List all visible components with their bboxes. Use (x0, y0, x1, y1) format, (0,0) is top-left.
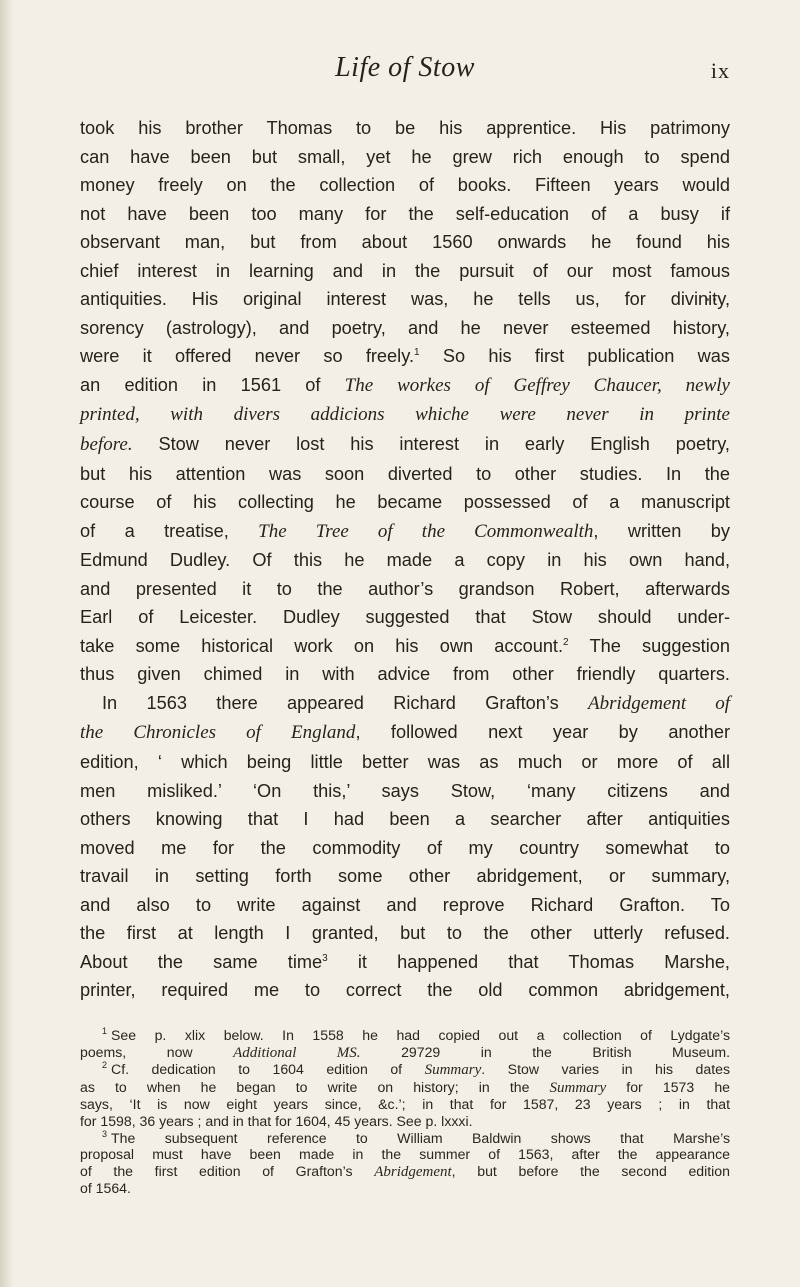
body-line: took his brother Thomas to be his apprentice. His patrimony (80, 118, 730, 138)
footnote-line: $^1$ See p. xlix below. In 1558 he had copied out a collection of Lydgate’s (102, 1026, 730, 1043)
book-title: Summary (549, 1079, 607, 1096)
body-line: course of his collecting he became possessed of a manuscript (80, 492, 730, 513)
body-line: Earl of Leicester. Dudley suggested that Stow should under- (80, 607, 730, 628)
book-title: the Chronicles of England (80, 722, 356, 744)
footnote-line: poems, now Additional MS. 29729 in the British Museum. (80, 1043, 731, 1061)
body-line: In 1563 there appeared Richard Grafton’s Abridgement of (102, 692, 730, 714)
book-page (80, 0, 730, 1197)
body-line: and presented it to the author’s grandson Robert, afterwards (80, 578, 730, 599)
body-line: the Chronicles of England, followed next year by another (80, 722, 731, 744)
footnote-ref: 2 (563, 636, 569, 648)
footnote-number: 2 (102, 1060, 108, 1071)
body-line: the first at length I granted, but to the other utterly refused. (80, 923, 730, 944)
body-line (80, 400, 730, 430)
footnote-line: proposal must have been made in the summer of 1563, after the appearance (80, 1146, 730, 1163)
body-line: moved me for the commodity of my country somewhat to (80, 837, 730, 858)
body-line: an edition in 1561 of The workes of Geffrey Chaucer, newly (80, 374, 730, 396)
manuscript-title: Additional MS. (233, 1044, 361, 1061)
book-title: printed, with divers addicions whiche were never in printe (80, 404, 730, 426)
body-line: chief interest in learning and in the pursuit of our most famous (80, 260, 730, 281)
page-number: ix (710, 58, 730, 83)
body-line: thus given chimed in with advice from other friendly quarters. (80, 664, 730, 685)
footnote-line: $^2$ Cf. dedication to 1604 edition of Summary. Stow varies in his dates (102, 1060, 730, 1079)
body-line: edition, ‘ which being little better was as much or more of all (80, 752, 730, 773)
footnote-line: of the first edition of Grafton’s Abridgement, but before the second edition (80, 1162, 730, 1180)
body-line: not have been too many for the self-education of a busy if (80, 203, 730, 224)
book-title: Summary (424, 1062, 482, 1079)
footnote-number: 1 (102, 1026, 108, 1037)
body-line: Edmund Dudley. Of this he made a copy in his own hand, (80, 550, 730, 571)
book-title: The Tree of the Commonwealth (258, 520, 594, 542)
body-line: but his attention was soon diverted to other studies. In the (80, 463, 730, 484)
page-header (80, 52, 730, 92)
book-title: Abridgement (374, 1163, 452, 1180)
body-line: antiquities. His original interest was, he tells us, for divinity, (80, 289, 730, 310)
body-line: sorency (astrology), and poetry, and he never esteemed history, (80, 317, 730, 338)
footnote-ref: 1 (414, 347, 420, 359)
body-line: others knowing that I had been a searcher after antiquities (80, 809, 730, 830)
body-line: men misliked.’ ‘On this,’ says Stow, ‘many citizens and (80, 780, 730, 801)
footnotes (80, 1027, 730, 1197)
book-title: Abridgement of (588, 692, 730, 714)
body-line: were it offered never so freely.$^1$ So his first publication was (80, 346, 730, 367)
book-title: before. (80, 434, 133, 456)
body-line: printer, required me to correct the old common abridgement, (80, 980, 730, 1001)
book-title: The workes of Geffrey Chaucer, newly (344, 374, 730, 396)
body-line: and also to write against and reprove Richard Grafton. To (80, 894, 730, 915)
body-line: money freely on the collection of books. Fifteen years would (80, 175, 730, 196)
body-line: travail in setting forth some other abridgement, or summary, (80, 866, 730, 887)
page-edge-shadow (0, 0, 14, 1287)
body-line: About the same time$^3$ it happened that Thomas Marshe, (80, 951, 730, 972)
footnote-number: 3 (102, 1128, 108, 1139)
body-line: before. Stow never lost his interest in early English poetry, (80, 434, 730, 456)
footnote-line: for 1598, 36 years ; and in that for 1604, 45 years. See p. lxxxi. (80, 1112, 473, 1129)
running-title: Life of Stow (335, 52, 475, 83)
footnote-line: of 1564. (80, 1180, 131, 1197)
body-text (80, 114, 730, 1005)
footnote-line: as to when he began to write on history; in the Summary for 1573 he (80, 1078, 730, 1096)
body-line: of a treatise, The Tree of the Commonwealth, written by (80, 520, 731, 542)
body-line: observant man, but from about 1560 onwards he found his (80, 232, 730, 253)
footnote-ref: 3 (322, 952, 328, 964)
footnote-line: $^3$ The subsequent reference to William Baldwin shows that Marshe’s (102, 1128, 730, 1146)
body-line: take some historical work on his own account.$^2$ The suggestion (80, 635, 730, 656)
footnote-line: says, ‘It is now eight years since, &c.’; in that for 1587, 23 years ; in that (80, 1096, 730, 1113)
body-line: can have been but small, yet he grew rich enough to spend (80, 146, 730, 167)
